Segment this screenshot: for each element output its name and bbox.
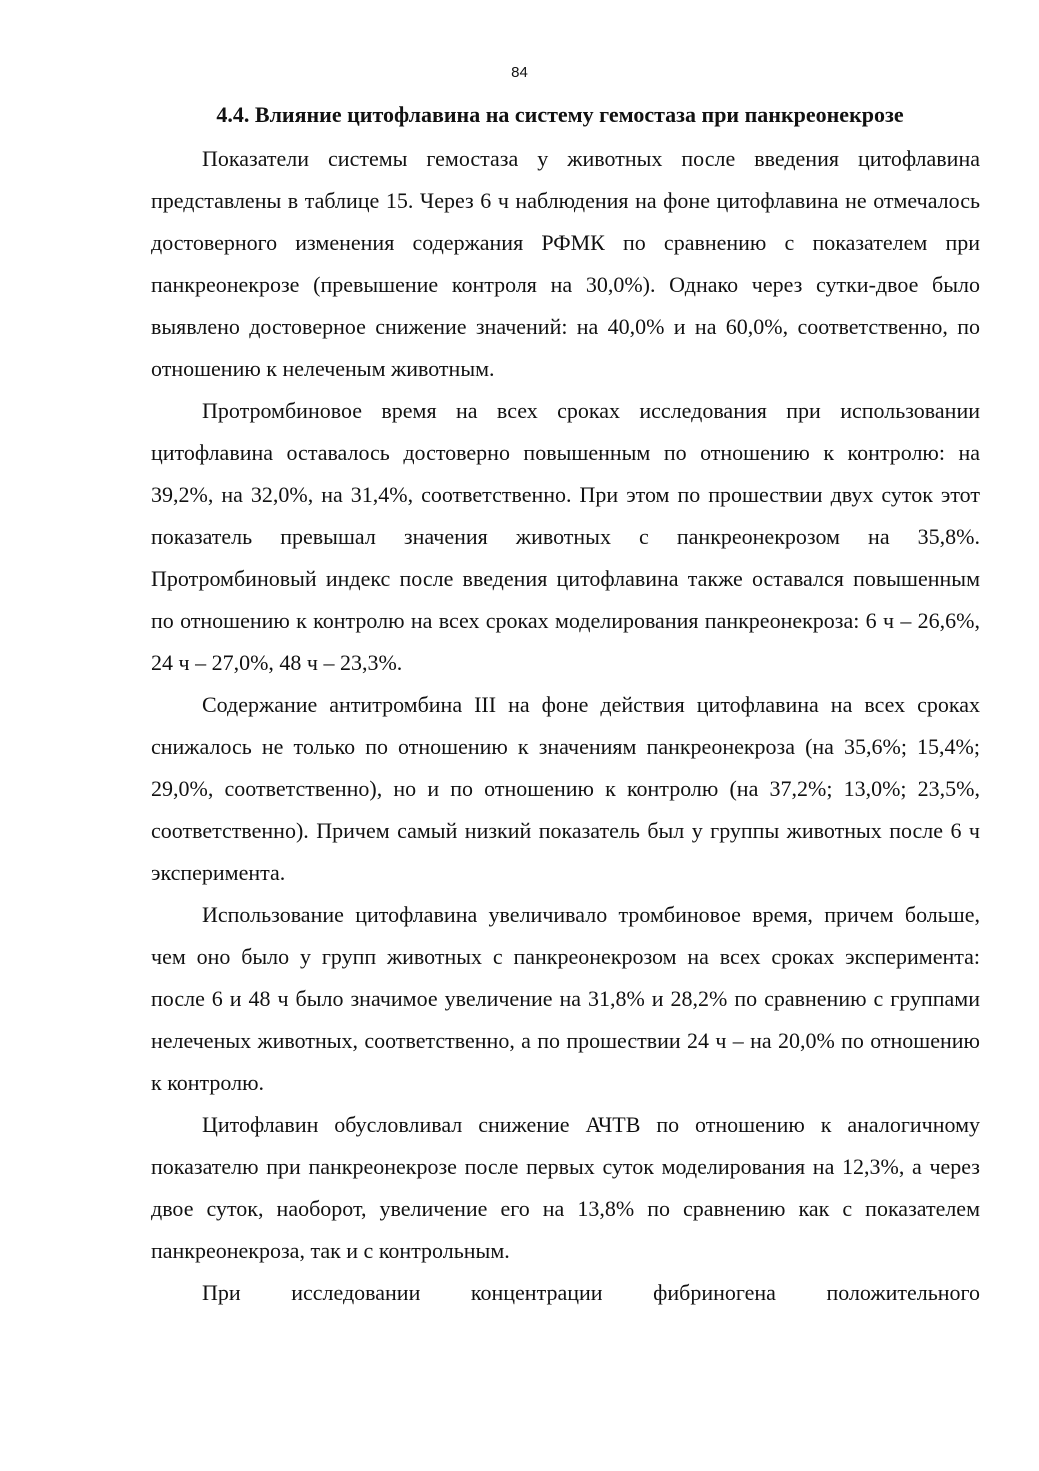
paragraph-prothrombin: Протромбиновое время на всех сроках исследования при использовании цитофлавина оставалось достоверно повышенным по отношению к контролю: на 39,2%, на 32,0%, на 31,4%, соответственно. При этом по прошествии двух суток этот показатель превышал значения животных с панкреонекрозом на 35,8%. Протромбиновый индекс после введения цитофлавина также оставался повышенным по отношению к контролю на всех сроках моделирования панкреонекроза: 6 ч – 26,6%, 24 ч – 27,0%, 48 ч – 23,3%. [151, 398, 980, 676]
body-text [151, 138, 980, 1315]
paragraph-antithrombin: Содержание антитромбина III на фоне действия цитофлавина на всех сроках снижалось не только по отношению к значениям панкреонекроза (на 35,6%; 15,4%; 29,0%, соответственно), но и по отношению к контролю (на 37,2%; 13,0%; 23,5%, соответственно). Причем самый низкий показатель был у группы животных после 6 ч эксперимента. [151, 692, 980, 886]
section-heading: 4.4. Влияние цитофлавина на систему гемостаза при панкреонекрозе [216, 102, 904, 127]
paragraph-aptt: Цитофлавин обусловливал снижение АЧТВ по отношению к аналогичному показателю при панкреонекрозе после первых суток моделирования на 12,3%, а через двое суток, наоборот, увеличение его на 13,8% по сравнению как с показателем панкреонекроза, так и с контрольным. [151, 1112, 980, 1264]
page-number: 84 [511, 64, 528, 81]
paragraph-rfmk: Показатели системы гемостаза у животных после введения цитофлавина представлены в таблице 15. Через 6 ч наблюдения на фоне цитофлавина не отмечалось достоверного изменения содержания РФМК по сравнению с показателем при панкреонекрозе (превышение контроля на 30,0%). Однако через сутки-двое было выявлено достоверное снижение значений: на 40,0% и на 60,0%, соответственно, по отношению к нелеченым животным. [151, 146, 980, 381]
paragraph-fibrinogen: При исследовании концентрации фибриногена положительного [202, 1280, 980, 1306]
paragraph-thrombin-time: Использование цитофлавина увеличивало тромбиновое время, причем больше, чем оно было у групп животных с панкреонекрозом на всех сроках эксперимента: после 6 и 48 ч было значимое увеличение на 31,8% и 28,2% по сравнению с группами нелеченых животных, соответственно, а по прошествии 24 ч – на 20,0% по отношению к контролю. [151, 902, 980, 1096]
